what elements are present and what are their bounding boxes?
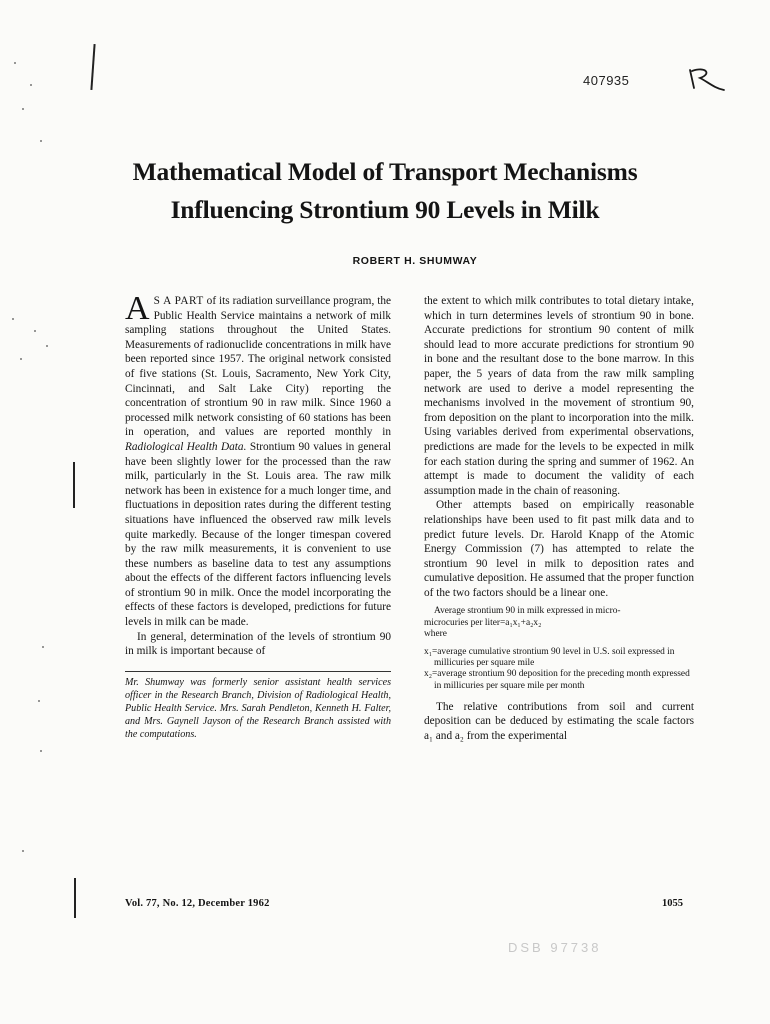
scan-mark-bottom [74, 878, 76, 918]
paragraph-continued: the extent to which milk contributes to total dietary intake, which in turn determines levels of strontium 90 in bone. Accurate predictions for strontium 90 content of milk should lead to more accurate predictions for strontium 90 in bone and the resultant dose to the bone marrow. In this paper, the 5 years of data from the raw milk sampling network are used to derive a model representing the mechanisms involved in the movement of strontium 90, from deposition on the plant to incorporation into the milk. Using variables derived from experimental observations, predictions are made for the levels to be expected in milk for each station during the spring and summer of 1962. An attempt is made to document the validity of each assumption made in the chain of reasoning. [424, 295, 694, 497]
document-number: 407935 [583, 73, 630, 88]
scan-speck [22, 850, 24, 852]
scan-speck [12, 318, 14, 320]
paragraph-other-attempts: Other attempts based on empirically reasonable relationships have been used to fit past milk data and to predict future levels. Dr. Harold Knapp of the Atomic Energy Commission (7) has attempted to relate the strontium 90 level in milk to deposition rates and cumulative deposition. He assumed that the proper function of the two factors should be a linear one. [424, 499, 694, 599]
scan-mark-top [90, 44, 95, 90]
scan-speck [40, 140, 42, 142]
scan-speck [22, 108, 24, 110]
paragraph-relative-contributions: The relative contributions from soil and current deposition can be deduced by estimating the scale factors a₁ and a₂ from the experimental [424, 700, 694, 742]
author-footnote: Mr. Shumway was formerly senior assistant health services officer in the Research Branch, Division of Radiological Health, Public Health Service. Mrs. Sarah Pendleton, Kenneth H. Falter, and Mrs. Gaynell Jayson of the Research Branch assisted with the computations. [125, 676, 391, 740]
formula-where: where [424, 629, 447, 640]
page-number: 1055 [662, 898, 683, 909]
intro-text: of its radiation surveillance program, the Public Health Service maintains a network of milk sampling stations throughout the United States. Measurements of radionuclide concentrations in milk have been reported since 1957. The original network consisted of five stations (St. Louis, Sacramento, New York City, Cincinnati, and Salt Lake City) reporting the concentration of strontium 90 in raw milk. Since 1960 a processed milk network consisting of 60 stations has been in operation, and values are reported monthly in [125, 295, 391, 439]
title-line-1: Mathematical Model of Transport Mechanisms [132, 157, 638, 186]
paragraph-2: In general, determination of the levels of strontium 90 in milk is important because of [125, 630, 391, 658]
scan-speck [20, 358, 22, 360]
variable-definitions [424, 647, 694, 692]
scan-mark-middle [73, 462, 75, 508]
scan-speck [46, 345, 48, 347]
intro-paragraph [125, 290, 391, 630]
article-title [0, 153, 770, 229]
title-line-2: Influencing Strontium 90 Levels in Milk [170, 195, 600, 224]
right-column [424, 294, 694, 744]
formula-line-2: microcuries per liter=a₁x₁+a₂x₂ [424, 617, 542, 628]
scan-speck [34, 330, 36, 332]
scan-speck [14, 62, 16, 64]
scan-speck [30, 84, 32, 86]
scan-speck [40, 750, 42, 752]
formula-block [424, 606, 694, 641]
handwritten-initial [684, 66, 728, 96]
intro-text-end: Strontium 90 values in general have been slightly lower for the processed than the raw milk, particularly in the St. Louis area. The raw milk network has been in existence for a much longer time, and fluctuations in deposition rates during the different testing situations have influenced the observed raw milk levels quite markedly. Because of the longer timespan covered by the raw milk measurements, it is convenient to use these numbers as baseline data to test any assumptions about the effects of the different factors influencing levels of strontium 90 in milk. Once the model incorporating the effects of these factors is developed, predictions for future levels in milk can be made. [125, 440, 391, 629]
footnote-rule [125, 671, 391, 672]
left-column [125, 290, 391, 741]
definition-x1: x₁=average cumulative strontium 90 level in U.S. soil expressed in millicuries per square mile [424, 646, 675, 669]
journal-reference: Radiological Health Data. [125, 440, 247, 453]
definition-x2: x₂=average strontium 90 deposition for the preceding month expressed in millicuries per square mile per month [424, 669, 690, 691]
drop-cap: A [125, 290, 150, 327]
formula-line-1: Average strontium 90 in milk expressed in micro- [434, 606, 621, 617]
author-byline: ROBERT H. SHUMWAY [352, 255, 478, 267]
drop-cap-rest: S A PART [153, 295, 204, 307]
scan-speck [42, 646, 44, 648]
journal-citation: Vol. 77, No. 12, December 1962 [125, 898, 270, 909]
faint-stamp: DSB 97738 [508, 940, 602, 955]
scan-speck [38, 700, 40, 702]
